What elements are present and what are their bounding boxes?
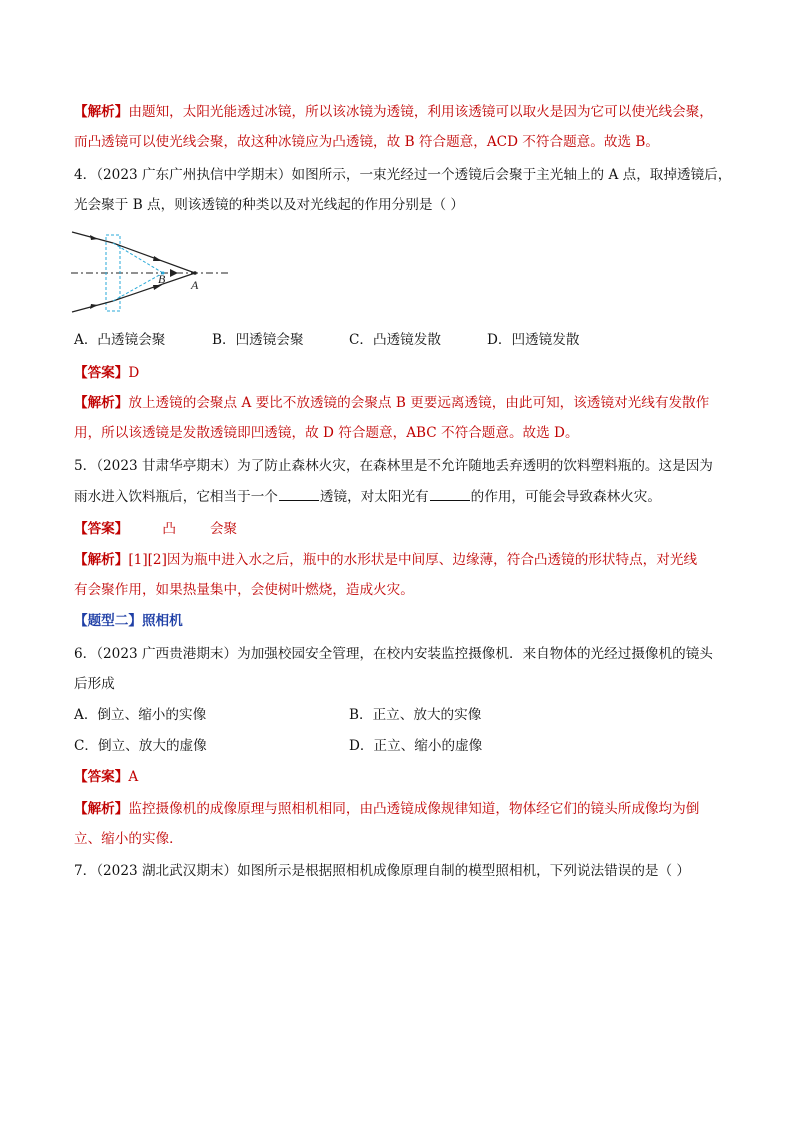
analysis-text: [1][2]因为瓶中进入水之后，瓶中的水形状是中间厚、边缘薄，符合凸透镜的形状特点，对光线 (128, 552, 698, 568)
answer-value: D (128, 365, 140, 381)
q4-option-a[interactable]: A．凸透镜会聚 (74, 332, 166, 348)
q6-stem-line-1: 6．（2023 广西贵港期末）为加强校园安全管理，在校内安装监控摄像机．来自物体的光经过摄像机的镜头 (74, 646, 713, 662)
q4-answer (74, 363, 139, 383)
arrow-icon (170, 269, 178, 277)
q5-analysis-line-2: 有会聚作用，如果热量集中，会使树叶燃烧，造成火灾。 (74, 582, 414, 598)
q5-stem-line-2 (74, 486, 661, 507)
q3-analysis-line-2: 而凸透镜可以使光线会聚，故这种冰镜应为凸透镜，故 B 符合题意，ACD 不符合题意。故选 B。 (74, 134, 659, 150)
q4-option-b[interactable]: B．凹透镜会聚 (212, 332, 304, 348)
answer-tag: 【答案】 (74, 365, 129, 381)
answer-tag: 【答案】 (74, 521, 129, 537)
answer-value-2: 会聚 (209, 521, 238, 537)
answer-value-1: 凸 (162, 521, 176, 537)
analysis-tag: 【解析】 (74, 395, 129, 411)
q6-option-d[interactable]: D．正立、缩小的虚像 (349, 738, 483, 754)
q3-analysis-line-1 (74, 102, 713, 122)
q4-option-c[interactable]: C．凸透镜发散 (349, 332, 441, 348)
q5-text-b: 透镜，对太阳光有 (319, 489, 429, 505)
analysis-text: 监控摄像机的成像原理与照相机相同，由凸透镜成像规律知道，物体经它们的镜头所成像均为倒 (128, 801, 700, 817)
q4-analysis-line-1 (74, 393, 709, 413)
analysis-text: 放上透镜的会聚点 A 要比不放透镜的会聚点 B 更要远离透镜，由此可知，该透镜对光线有发散作 (128, 395, 710, 411)
q6-option-a[interactable]: A．倒立、缩小的实像 (74, 707, 207, 723)
q6-answer (74, 767, 138, 787)
answer-value: A (128, 769, 139, 785)
label-a: A (191, 278, 199, 292)
q4-stem-line-1: 4．（2023 广东广州执信中学期末）如图所示，一束光经过一个透镜后会聚于主光轴上的 A 点，取掉透镜后， (74, 167, 732, 183)
q5-stem-line-1: 5．（2023 甘肃华亭期末）为了防止森林火灾，在森林里是不允许随地丢弃透明的饮料塑料瓶的。这是因为 (74, 458, 713, 474)
arrow-icon (153, 256, 162, 261)
q5-text-a: 雨水进入饮料瓶后，它相当于一个 (74, 489, 278, 505)
section-title: 照相机 (141, 613, 183, 629)
q5-analysis-line-1 (74, 550, 697, 570)
analysis-tag: 【解析】 (74, 801, 129, 817)
analysis-tag: 【解析】 (74, 104, 129, 120)
fill-blank-1[interactable] (279, 486, 319, 501)
fill-blank-2[interactable] (430, 486, 470, 501)
q6-analysis-line-1 (74, 799, 699, 819)
q5-text-c: 的作用，可能会导致森林火灾。 (470, 489, 661, 505)
analysis-tag: 【解析】 (74, 552, 129, 568)
q6-stem-line-2: 后形成 (74, 676, 115, 692)
label-b: B (158, 272, 166, 286)
analysis-text: 由题知，太阳光能透过冰镜，所以该冰镜为透镜，利用该透镜可以取火是因为它可以使光线会聚， (128, 104, 713, 120)
q6-option-b[interactable]: B．正立、放大的实像 (349, 707, 482, 723)
section-tag: 【题型二】 (74, 613, 142, 629)
answer-tag: 【答案】 (74, 769, 129, 785)
point-a (193, 271, 197, 275)
q7-stem-line-1: 7．（2023 湖北武汉期末）如图所示是根据照相机成像原理自制的模型照相机，下列说法错误的是（ ） (74, 863, 691, 879)
q6-analysis-line-2: 立、缩小的实像． (74, 831, 183, 847)
lens-ray-diagram (68, 226, 238, 318)
q4-stem-line-2: 光会聚于 B 点，则该透镜的种类以及对光线起的作用分别是（ ） (74, 197, 464, 213)
q5-answer (74, 519, 237, 539)
q6-option-c[interactable]: C．倒立、放大的虚像 (74, 738, 207, 754)
q4-analysis-line-2: 用，所以该透镜是发散透镜即凹透镜，故 D 符合题意，ABC 不符合题意。故选 D。 (74, 425, 579, 441)
section-header (74, 611, 183, 631)
q4-option-d[interactable]: D．凹透镜发散 (487, 332, 580, 348)
